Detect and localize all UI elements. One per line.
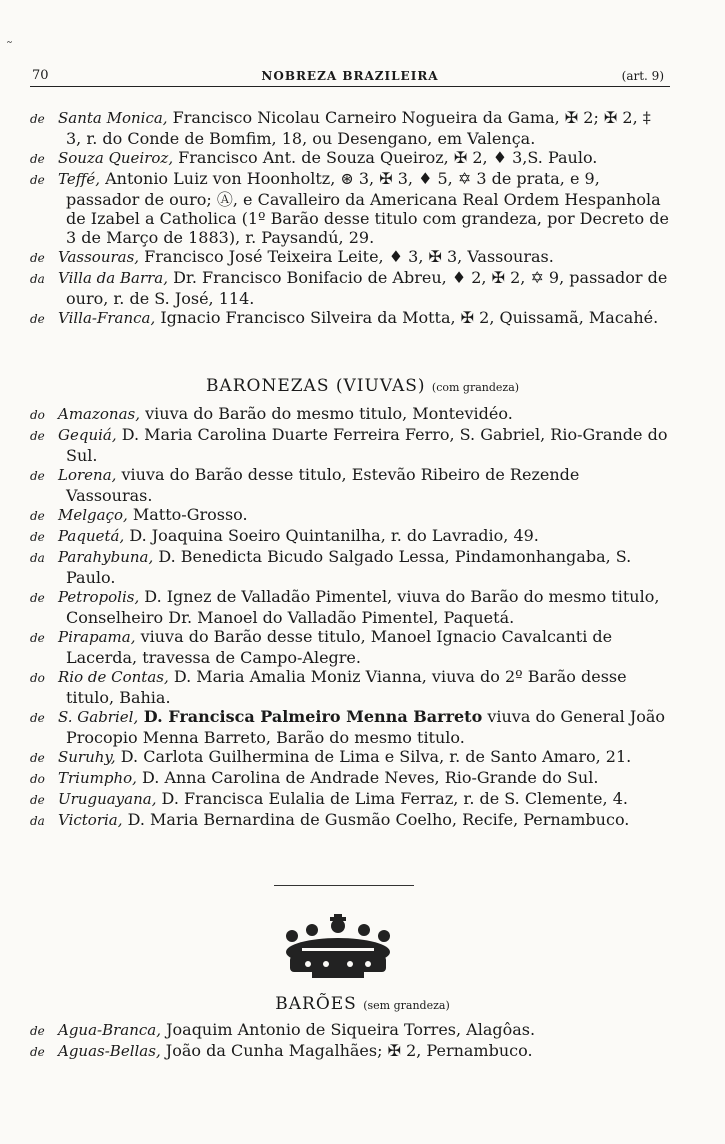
- entry-title-name: Aguas-Bellas,: [58, 1042, 161, 1060]
- entry-text: D. Francisca Palmeiro Menna Barreto: [138, 707, 483, 726]
- entry-title-name: Souza Queiroz,: [58, 149, 174, 167]
- entry-title-name: Vassouras,: [58, 248, 140, 266]
- entry-title-name: Gequiá,: [58, 426, 117, 444]
- entry: [30, 465, 670, 505]
- entry-preposition: da: [30, 814, 45, 828]
- entry-title-name: Paquetá,: [58, 527, 125, 545]
- article-ref: (art. 9): [621, 69, 664, 83]
- entry: [30, 707, 670, 747]
- entry: [30, 108, 670, 148]
- entry: [30, 268, 670, 308]
- entry-title-name: Lorena,: [58, 466, 117, 484]
- section-divider: [274, 885, 414, 886]
- corner-mark: ˜: [6, 40, 13, 56]
- entry-preposition: do: [30, 671, 45, 685]
- crown-ornament: [282, 912, 394, 984]
- page-header: [30, 64, 670, 87]
- entry: [30, 810, 670, 831]
- entry-text: Dr. Francisco Bonifacio de Abreu, ♦ 2, ✠ 2, ✡ 9, passador de ouro, r. de S. José, 114.: [66, 268, 668, 308]
- entry: [30, 1041, 670, 1062]
- entry: [30, 768, 670, 789]
- entry-preposition: de: [30, 591, 45, 605]
- entry-title-name: Teffé,: [58, 170, 100, 188]
- entry-title-name: Petropolis,: [58, 588, 140, 606]
- entry: [30, 1020, 670, 1041]
- entry-text: D. Joaquina Soeiro Quintanilha, r. do Lavradio, 49.: [124, 526, 539, 545]
- entry-preposition: de: [30, 251, 45, 265]
- entry-preposition: de: [30, 469, 45, 483]
- entry-text: D. Maria Amalia Moniz Vianna, viuva do 2º Barão desse titulo, Bahia.: [66, 667, 627, 707]
- entry-title-name: Suruhy,: [58, 748, 116, 766]
- entry: [30, 308, 670, 329]
- entry-title-name: Santa Monica,: [58, 109, 168, 127]
- entry-preposition: de: [30, 530, 45, 544]
- entry: [30, 587, 670, 627]
- entry: [30, 789, 670, 810]
- entry-preposition: de: [30, 152, 45, 166]
- entry-text: Ignacio Francisco Silveira da Motta, ✠ 2, Quissamã, Macahé.: [155, 308, 659, 327]
- entry-preposition: da: [30, 551, 45, 565]
- entry-preposition: de: [30, 429, 45, 443]
- running-title: NOBREZA BRAZILEIRA: [261, 69, 439, 83]
- entry-text: viuva do Barão desse titulo, Estevão Ribeiro de Rezende Vassouras.: [66, 465, 580, 505]
- entry-title-name: Triumpho,: [58, 769, 137, 787]
- section-heading-baroes: [0, 994, 725, 1014]
- entry-preposition: do: [30, 408, 45, 422]
- entry: [30, 667, 670, 707]
- entry-text: Joaquim Antonio de Siqueira Torres, Alagôas.: [161, 1020, 536, 1039]
- entry: [30, 169, 670, 247]
- entry-preposition: da: [30, 272, 45, 286]
- section-subtitle: (com grandeza): [431, 381, 520, 394]
- page-number: 70: [32, 68, 49, 83]
- entry: [30, 747, 670, 768]
- entry-title-name: S. Gabriel,: [58, 708, 139, 726]
- entry-text: D. Maria Bernardina de Gusmão Coelho, Recife, Pernambuco.: [122, 810, 630, 829]
- entry-preposition: de: [30, 631, 45, 645]
- entry-title-name: Melgaço,: [58, 506, 128, 524]
- section-title: BARONEZAS (VIUVAS): [205, 376, 426, 396]
- entry: [30, 247, 670, 268]
- entry-preposition: de: [30, 1024, 45, 1038]
- entry-text: João da Cunha Magalhães; ✠ 2, Pernambuco.: [160, 1041, 533, 1060]
- entry-preposition: de: [30, 793, 45, 807]
- entry-title-name: Uruguayana,: [58, 790, 157, 808]
- entry-text: D. Francisca Eulalia de Lima Ferraz, r. de S. Clemente, 4.: [156, 789, 628, 808]
- entry-title-name: Rio de Contas,: [58, 668, 169, 686]
- entry-text: Francisco José Teixeira Leite, ♦ 3, ✠ 3, Vassouras.: [139, 247, 554, 266]
- entry: [30, 425, 670, 465]
- entry-text: Francisco Nicolau Carneiro Nogueira da Gama, ✠ 2; ✠ 2, ‡ 3, r. do Conde de Bomfim, 18, ou Desengano, em Valença.: [66, 108, 651, 148]
- entry-title-name: Victoria,: [58, 811, 123, 829]
- entry-text: D. Carlota Guilhermina de Lima e Silva, r. de Santo Amaro, 21.: [115, 747, 632, 766]
- baroes-list: [30, 1020, 670, 1062]
- entry-text: D. Maria Carolina Duarte Ferreira Ferro, S. Gabriel, Rio-Grande do Sul.: [66, 425, 668, 465]
- baronezas-list: [30, 404, 670, 831]
- entry-text: Matto-Grosso.: [127, 505, 248, 524]
- entry-preposition: de: [30, 751, 45, 765]
- entry-preposition: de: [30, 112, 45, 126]
- entry-text: Francisco Ant. de Souza Queiroz, ✠ 2, ♦ 3,S. Paulo.: [173, 148, 598, 167]
- entry-preposition: de: [30, 1045, 45, 1059]
- entry: [30, 404, 670, 425]
- section-title: BARÕES: [275, 994, 357, 1014]
- entry: [30, 547, 670, 587]
- entry: [30, 505, 670, 526]
- top-entries-list: [30, 108, 670, 329]
- entry-text: viuva do Barão desse titulo, Manoel Ignacio Cavalcanti de Lacerda, travessa de Campo-Alegre.: [66, 627, 613, 667]
- entry: [30, 148, 670, 169]
- section-subtitle: (sem grandeza): [363, 999, 450, 1012]
- entry-title-name: Amazonas,: [58, 405, 141, 423]
- entry-title-name: Parahybuna,: [58, 548, 154, 566]
- entry-preposition: de: [30, 509, 45, 523]
- entry-title-name: Pirapama,: [58, 628, 136, 646]
- entry-text: viuva do Barão do mesmo titulo, Montevidéo.: [140, 404, 513, 423]
- entry-text: viuva do General João Procopio Menna Barreto, Barão do mesmo titulo.: [66, 707, 666, 747]
- entry-preposition: de: [30, 173, 45, 187]
- entry-title-name: Villa-Franca,: [58, 309, 156, 327]
- entry-title-name: Villa da Barra,: [58, 269, 169, 287]
- entry-text: D. Anna Carolina de Andrade Neves, Rio-Grande do Sul.: [136, 768, 599, 787]
- entry-text: D. Benedicta Bicudo Salgado Lessa, Pindamonhangaba, S. Paulo.: [66, 547, 632, 587]
- entry-text: Antonio Luiz von Hoonholtz, ⊛ 3, ✠ 3, ♦ 5, ✡ 3 de prata, e 9, passador de ouro; Ⓐ, e Cavalleiro da Americana Real Ordem Hespanhola de Izabel a Catholica (1º Barão desse titulo com grandeza, por Decreto de 3 de Março de 1883), r. Paysandú, 29.: [66, 169, 669, 247]
- entry-preposition: de: [30, 312, 45, 326]
- entry-preposition: do: [30, 772, 45, 786]
- entry-text: D. Ignez de Valladão Pimentel, viuva do Barão do mesmo titulo, Conselheiro Dr. Manoel do Valladão Pimentel, Paquetá.: [66, 587, 660, 627]
- entry-preposition: de: [30, 711, 45, 725]
- entry: [30, 526, 670, 547]
- entry: [30, 627, 670, 667]
- entry-title-name: Agua-Branca,: [58, 1021, 162, 1039]
- section-heading-baronezas: [0, 376, 725, 396]
